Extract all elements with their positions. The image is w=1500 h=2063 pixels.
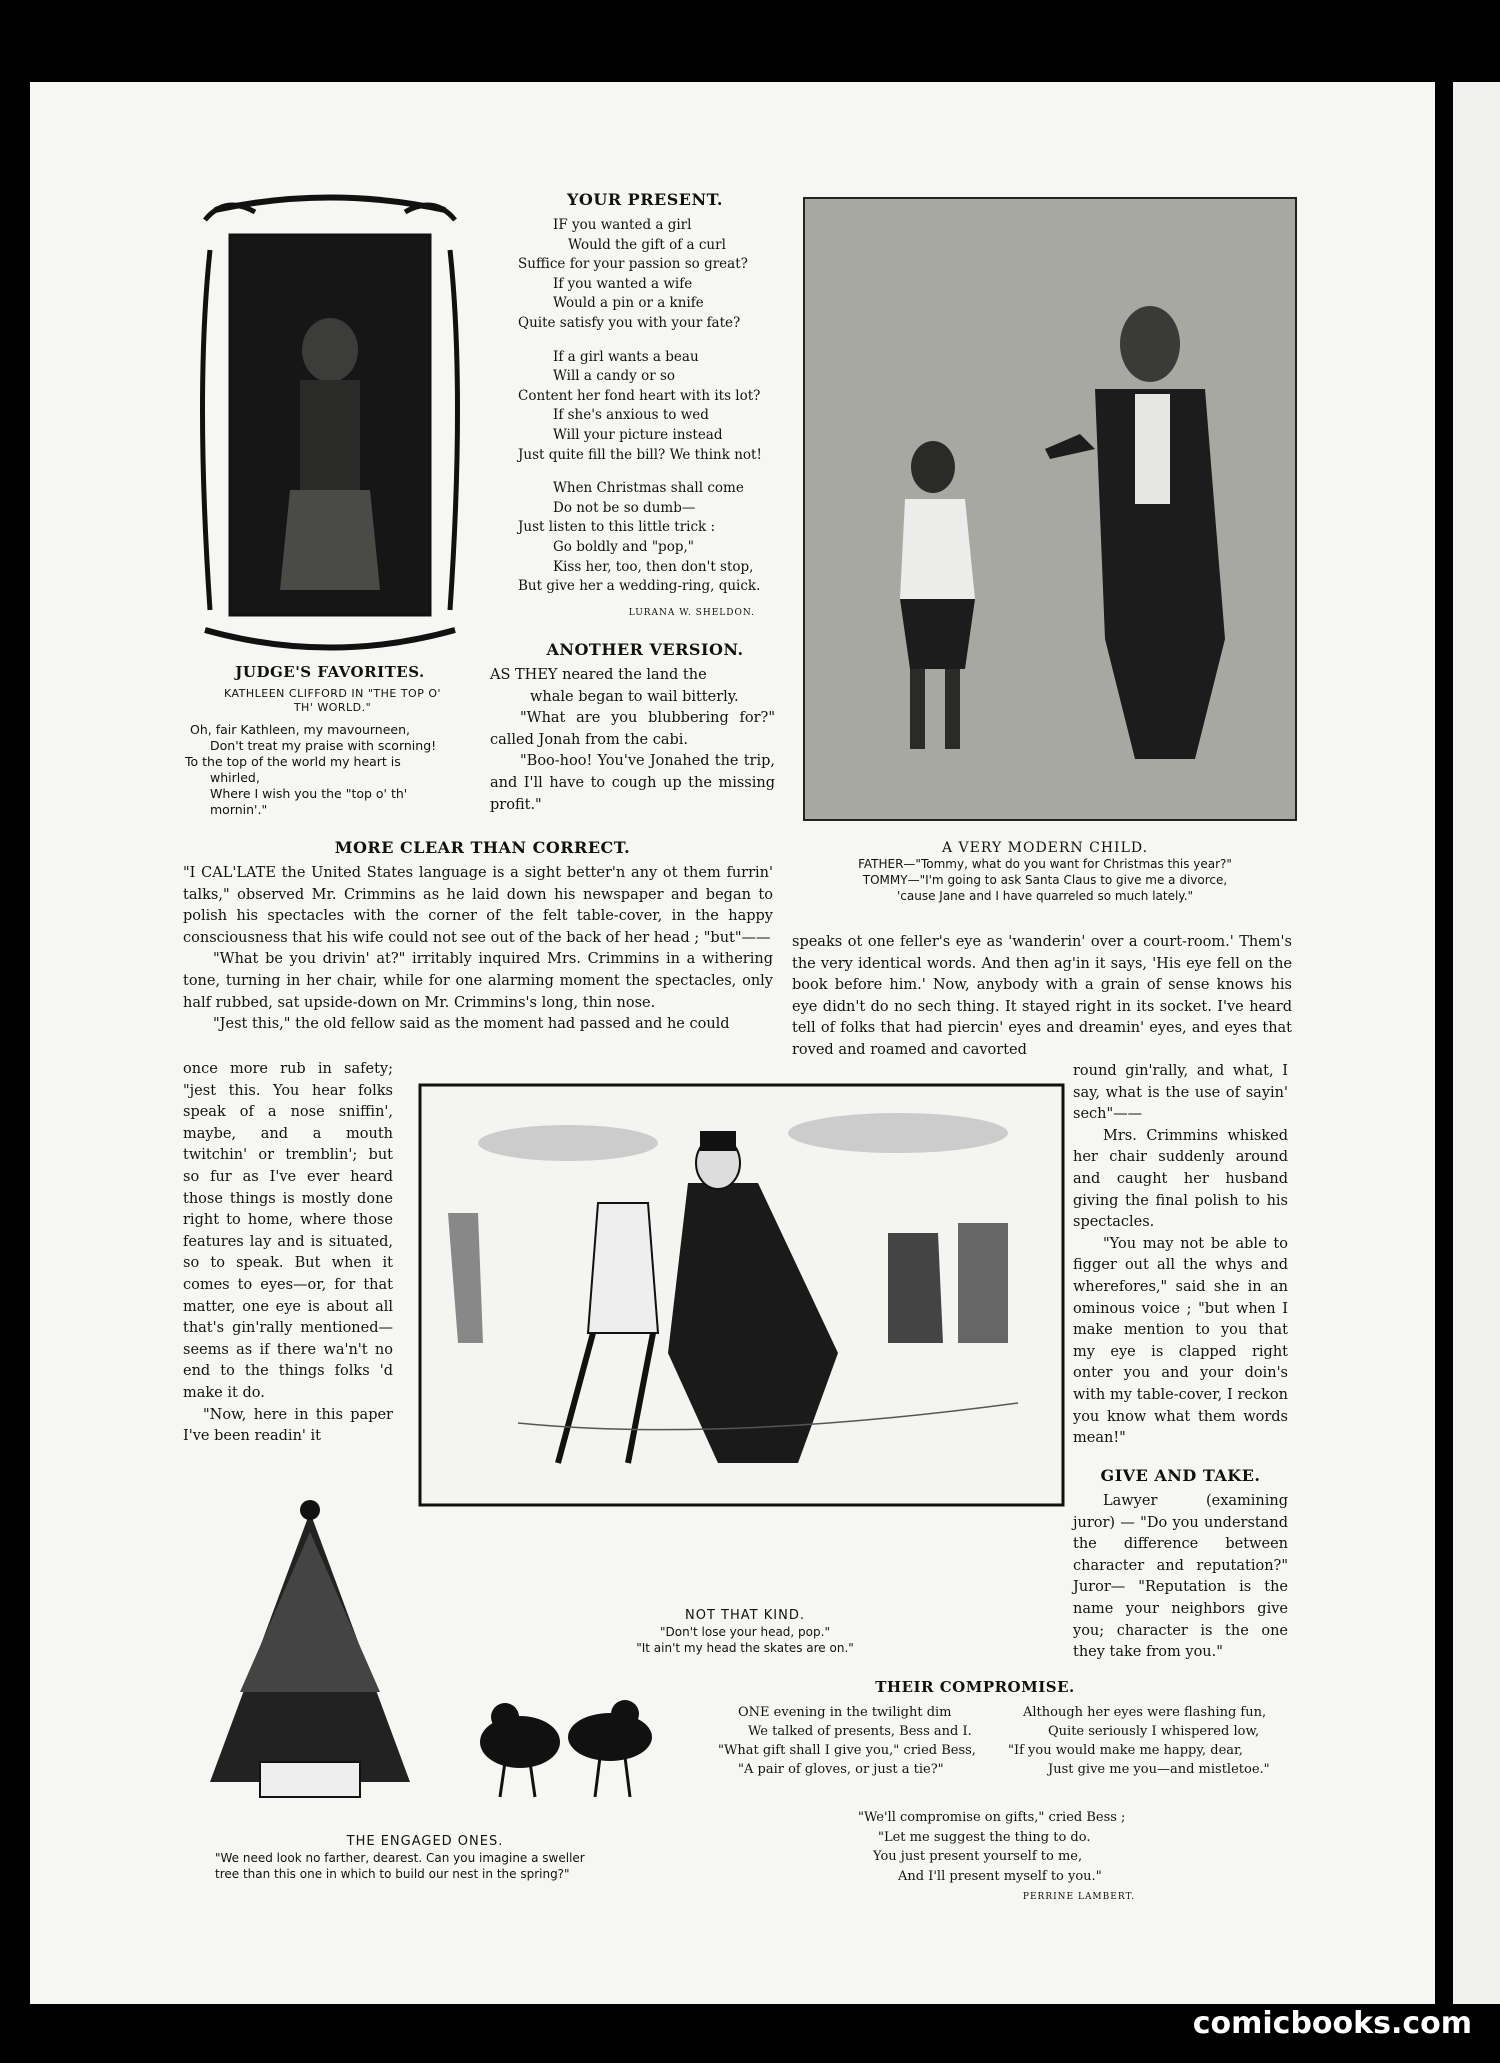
site-watermark: comicbooks.com: [1192, 2006, 1472, 2041]
verse-line: Quite satisfy you with your fate?: [518, 314, 741, 331]
caption-line: TOMMY—"I'm going to ask Santa Claus to give me a divorce,: [862, 873, 1228, 887]
verse-line: Don't treat my praise with scorning!: [210, 738, 437, 753]
paragraph: "Jest this," the old fellow said as the moment had passed and he could: [213, 1016, 730, 1033]
verse-line: "What gift shall I give you," cried Bess,: [718, 1743, 976, 1758]
modern-child-caption: [790, 840, 1300, 904]
verse-line: Will a candy or so: [553, 368, 676, 385]
paragraph: Mrs. Crimmins whisked her chair suddenly around and caught her husband giving the final polish to his spectacles.: [1073, 1127, 1288, 1231]
verse-line: Oh, fair Kathleen, my mavourneen,: [190, 722, 411, 737]
ornate-frame: [195, 190, 465, 660]
verse-line: whirled,: [210, 770, 260, 785]
paragraph: "Boo-hoo! You've Jonahed the trip, and I'll have to cough up the missing profit.": [490, 753, 775, 813]
paragraph: "I CAL'LATE the United States language is a sight better'n any ot them furrin' talks," observed Mr. Crimmins as he laid down his newspaper and began to polish his spectacles with the corner of the felt table-cover, in the happy consciousness that his wife could not see out of the back of her head ; "but"——: [183, 865, 773, 946]
verse-line: "A pair of gloves, or just a tie?": [738, 1762, 944, 1777]
verse-line: And I'll present myself to you.": [898, 1868, 1102, 1884]
verse-line: Will your picture instead: [553, 426, 723, 443]
paragraph: speaks ot one feller's eye as 'wanderin' over a court-room.' Them's the very identical words. And then ag'in it says, 'His eye fell on the book before him.' Now, anybody with a grain of sense knows his eye didn't do no sech thing. It stayed right in its socket. I've heard tell of folks that had piercin' eyes and dreamin' eyes, and eyes that roved and roamed and cavorted: [792, 934, 1292, 1058]
more-clear-right-column: [1073, 1061, 1288, 1450]
verse-line: Although her eyes were flashing fun,: [1023, 1705, 1267, 1720]
paragraph: once more rub in safety; "jest this. You hear folks speak of a nose sniffin', maybe, and a mouth twitchin' or tremblin'; but so fur as I've ever heard those things is mostly done right to home, where those features lay and is situated, so to speak. But when it comes to eyes—or, for that matter, one eye is about all that's gin'rally mentioned—seems as if there wa'n't no end to the things folks 'd make it do.: [183, 1061, 393, 1401]
compromise-left-verse: [718, 1703, 1018, 1779]
paragraph: "Now, here in this paper I've been readin' it: [183, 1406, 393, 1445]
verse-line: Just quite fill the bill? We think not!: [518, 446, 762, 463]
give-and-take-title: GIVE AND TAKE.: [1100, 1466, 1261, 1485]
subtitle-line: KATHLEEN CLIFFORD IN "THE TOP O': [223, 687, 442, 700]
their-compromise-author: PERRINE LAMBERT.: [1022, 1892, 1135, 1902]
paragraph: "You may not be able to figger out all the whys and wherefores," said she in an ominous voice ; "but when I make mention to you that my eye is clapped right onter you and your doin's with my table-cover, I reckon you know what them words mean!": [1073, 1235, 1288, 1447]
verse-line: Where I wish you the "top o' th': [210, 786, 408, 801]
more-clear-left-column: [183, 1059, 393, 1448]
verse-line: You just present yourself to me,: [873, 1849, 1083, 1864]
more-clear-right-top: [792, 932, 1292, 1062]
verse-line: Go boldly and "pop,": [553, 538, 694, 555]
verse-line: Do not be so dumb—: [553, 499, 696, 516]
judges-favorites-subtitle: [190, 687, 475, 715]
modern-child-photo: [803, 197, 1297, 821]
page-gutter: [1437, 82, 1453, 2004]
verse-line: Quite seriously I whispered low,: [1048, 1724, 1260, 1739]
skating-illustration: [418, 1083, 1065, 1523]
paragraph: "What be you drivin' at?" irritably inquired Mrs. Crimmins in a withering tone, turning in her chair, while for one alarming moment the spectacles, only half rubbed, sat upside-down on Mr. Crimmins's long, thin nose.: [183, 951, 773, 1011]
verse-line: "We'll compromise on gifts," cried Bess ;: [858, 1810, 1126, 1825]
caption-line: 'cause Jane and I have quarreled so much lately.": [896, 889, 1194, 903]
verse-line: Kiss her, too, then don't stop,: [553, 558, 754, 575]
another-version-title: ANOTHER VERSION.: [546, 640, 744, 659]
not-that-kind-title: NOT THAT KIND.: [685, 1608, 805, 1623]
caption-line: "Don't lose your head, pop.": [660, 1625, 830, 1639]
verse-line: Suffice for your passion so great?: [518, 256, 748, 273]
engaged-ones-caption: [215, 1834, 635, 1882]
verse-line: If she's anxious to wed: [553, 407, 709, 424]
paragraph: round gin'rally, and what, I say, what is the use of sayin' sech"——: [1073, 1063, 1288, 1123]
paragraph: Lawyer (examining juror) — "Do you understand the difference between character and reputation?" Juror— "Reputation is the name your neighbors give you; character is the one they take from you.": [1073, 1493, 1288, 1661]
more-clear-title: MORE CLEAR THAN CORRECT.: [334, 838, 631, 857]
verse-line: IF you wanted a girl: [553, 217, 692, 233]
verse-line: If you wanted a wife: [553, 275, 693, 292]
verse-line: mornin'.": [210, 802, 268, 817]
verse-line: Just listen to this little trick :: [518, 519, 716, 536]
caption-line: "We need look no farther, dearest. Can you imagine a sweller: [215, 1851, 585, 1865]
your-present-author: LURANA W. SHELDON.: [628, 608, 755, 618]
caption-line: tree than this one in which to build our nest in the spring?": [215, 1867, 570, 1881]
verse-line: Just give me you—and mistletoe.": [1048, 1762, 1270, 1777]
your-present-title: YOUR PRESENT.: [567, 190, 723, 209]
their-compromise-title: THEIR COMPROMISE.: [875, 1678, 1075, 1696]
verse-line: Would the gift of a curl: [568, 236, 726, 253]
facing-page-edge: [1453, 82, 1500, 2004]
verse-line: We talked of presents, Bess and I.: [748, 1724, 972, 1739]
another-version-text: [490, 665, 775, 816]
more-clear-intro: [183, 863, 773, 1036]
verse-line: If a girl wants a beau: [553, 348, 699, 365]
verse-line: Would a pin or a knife: [553, 295, 704, 312]
judges-favorites-title: JUDGE'S FAVORITES.: [235, 663, 425, 681]
verse-line: ONE evening in the twilight dim: [738, 1705, 952, 1720]
text-line: AS THEY neared the land the: [490, 667, 707, 683]
paragraph: "What are you blubbering for?" called Jonah from the cabi.: [490, 710, 775, 748]
compromise-final-verse: [858, 1808, 1158, 1886]
christmas-tree-illustration: [170, 1492, 730, 1812]
compromise-right-verse: [1008, 1703, 1298, 1779]
caption-line: FATHER—"Tommy, what do you want for Christmas this year?": [858, 857, 1232, 871]
verse-line: "Let me suggest the thing to do.: [878, 1829, 1091, 1845]
verse-line: But give her a wedding-ring, quick.: [518, 578, 761, 595]
verse-line: Content her fond heart with its lot?: [518, 387, 761, 404]
verse-line: When Christmas shall come: [553, 480, 744, 497]
text-line: whale began to wail bitterly.: [530, 688, 739, 705]
subtitle-line: TH' WORLD.": [293, 701, 372, 714]
give-and-take-text: [1073, 1491, 1288, 1664]
your-present-poem: [518, 216, 783, 597]
verse-line: To the top of the world my heart is: [185, 754, 401, 769]
verse-line: "If you would make me happy, dear,: [1008, 1743, 1243, 1758]
engaged-ones-title: THE ENGAGED ONES.: [346, 1834, 504, 1849]
judges-favorites-verse: [185, 722, 475, 818]
modern-child-title: A VERY MODERN CHILD.: [941, 840, 1149, 856]
caption-line: "It ain't my head the skates are on.": [636, 1641, 854, 1655]
